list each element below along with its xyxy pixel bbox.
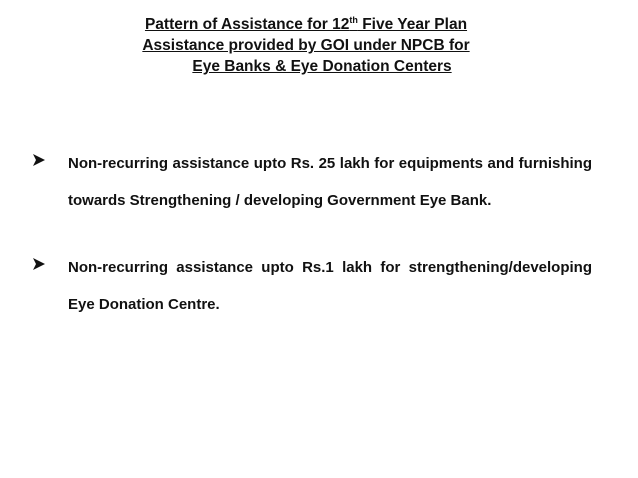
- bullet-text: Non-recurring assistance upto Rs.1 lakh for strengthening/developing Eye Donation Centre.: [68, 259, 592, 313]
- slide-title: [0, 14, 638, 77]
- title-line-1-post: Five Year Plan: [357, 16, 468, 33]
- bullet-item: [28, 249, 592, 323]
- bullet-text: Non-recurring assistance upto Rs. 25 lakh for equipments and furnishing towards Strengthening / developing Government Eye Bank.: [68, 155, 592, 209]
- title-line-1-pre: Pattern of Assistance for 12: [144, 16, 350, 33]
- arrowhead-bullet-icon: [32, 257, 46, 271]
- title-line-1: [0, 14, 638, 35]
- bullet-item: [28, 145, 592, 219]
- bullet-list: [28, 145, 592, 353]
- title-line-2: Assistance provided by GOI under NPCB for: [142, 37, 470, 54]
- arrowhead-bullet-icon: [32, 153, 46, 167]
- title-line-3: Eye Banks & Eye Donation Centers: [192, 58, 452, 75]
- title-superscript: th: [349, 14, 358, 25]
